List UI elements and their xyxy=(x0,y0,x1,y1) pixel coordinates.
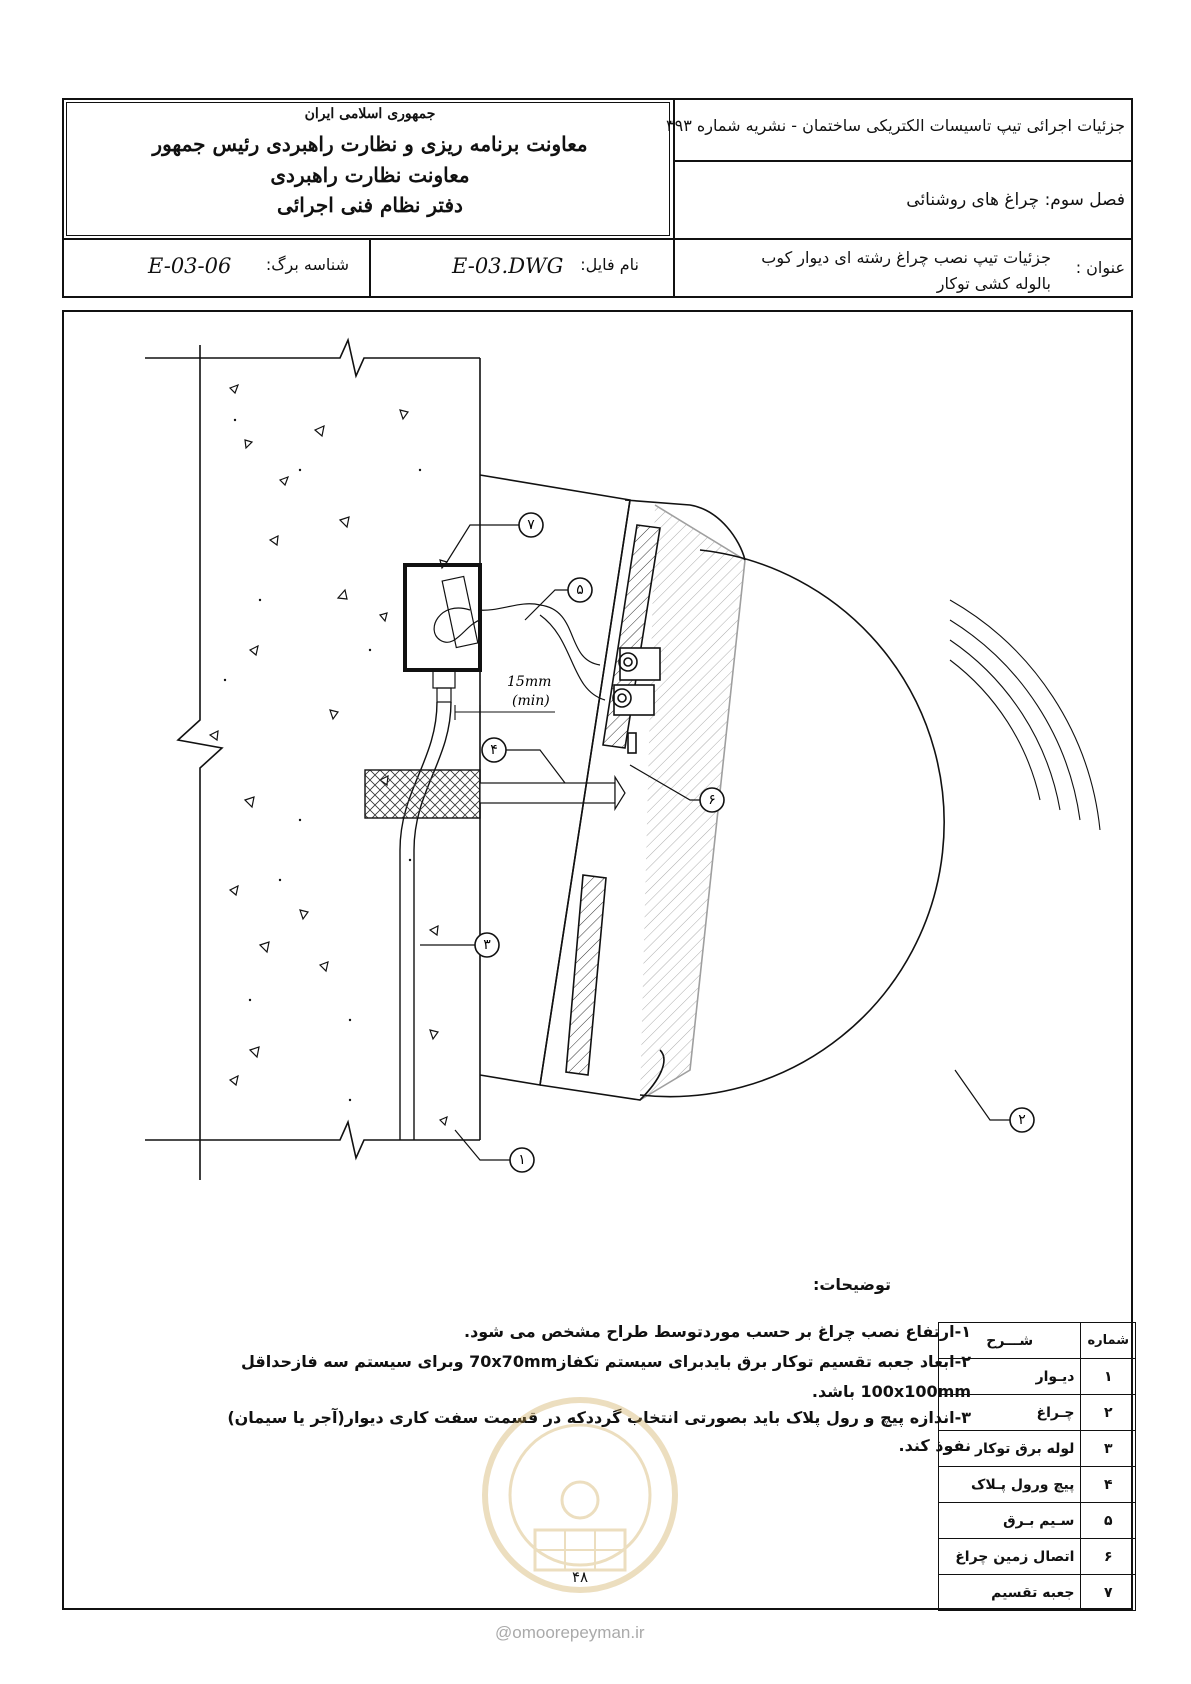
legend-row xyxy=(939,1467,1136,1503)
wall xyxy=(145,340,480,1180)
legend-desc: اتصال زمین چراغ xyxy=(939,1539,1081,1575)
callout-7-label: ۷ xyxy=(527,517,535,533)
title-line-1: جزئیات تیپ نصب چراغ رشته ای دیوار کوب xyxy=(761,248,1051,267)
note-3b: نفوذ کند. xyxy=(898,1436,971,1455)
org-line-3: معاونت نظارت راهبردی xyxy=(270,163,470,187)
conduit xyxy=(400,702,451,1140)
legend-col-number: شماره xyxy=(1081,1323,1136,1359)
dimension-value: 15mm xyxy=(507,674,552,690)
publication-title: جزئیات اجرائی تیپ تاسیسات الکتریکی ساختمان - نشریه شماره ۳۹۳ xyxy=(666,116,1125,135)
legend-row xyxy=(939,1431,1136,1467)
legend-num: ۲ xyxy=(1081,1395,1136,1431)
notes-heading: توضیحات: xyxy=(812,1275,891,1294)
legend-num: ۴ xyxy=(1081,1467,1136,1503)
callout-1-label: ۱ xyxy=(518,1152,526,1168)
concrete-dots xyxy=(224,419,421,1101)
org-line-1: جمهوری اسلامی ایران xyxy=(304,106,436,122)
callout-5-label: ۵ xyxy=(576,582,584,598)
sheet-label: شناسه برگ: xyxy=(265,255,349,274)
legend-num: ۶ xyxy=(1081,1539,1136,1575)
note-2a: ۲-ابعاد جعبه تقسیم توکار برق بایدبرای سیستم تکفاز70x70mm وبرای سیستم سه فازحداقل xyxy=(240,1352,971,1371)
legend-num: ۷ xyxy=(1081,1575,1136,1611)
page-number: ۴۸ xyxy=(572,1568,589,1586)
watermark-url: @omoorepeyman.ir xyxy=(495,1623,645,1642)
title-label: عنوان : xyxy=(1075,258,1125,277)
legend-desc: دیـوار xyxy=(939,1359,1081,1395)
callout-2-label: ۲ xyxy=(1018,1112,1026,1128)
legend-row xyxy=(939,1539,1136,1575)
chapter-title: فصل سوم: چراغ های روشنائی xyxy=(906,190,1125,210)
file-label: نام فایل: xyxy=(580,255,639,274)
callout-circles xyxy=(475,513,1034,1172)
legend-desc: لوله برق توکار xyxy=(939,1431,1081,1467)
legend-desc: چـراغ xyxy=(939,1395,1081,1431)
callout-3-label: ۳ xyxy=(483,937,491,953)
org-line-2: معاونت برنامه ریزی و نظارت راهبردی رئیس جمهور xyxy=(152,132,588,156)
title-line-2: بالوله کشی توکار xyxy=(936,274,1051,293)
note-3a: ۳-اندازه پیچ و رول پلاک باید بصورتی انتخاب گرددکه در قسمت سفت کاری دیوار(آجر یا سیمان) xyxy=(227,1408,971,1427)
org-line-4: دفتر نظام فنی اجرائی xyxy=(277,193,463,217)
legend-num: ۵ xyxy=(1081,1503,1136,1539)
legend-desc: سـیم بـرق xyxy=(939,1503,1081,1539)
legend-row xyxy=(939,1503,1136,1539)
legend-row xyxy=(939,1575,1136,1611)
legend-header-row xyxy=(939,1323,1136,1359)
wall-plug xyxy=(365,770,625,818)
concrete-aggregates xyxy=(210,385,447,1125)
callout-6-label: ۶ xyxy=(708,792,716,808)
dimension-note: (min) xyxy=(512,693,550,709)
legend-desc: پیچ ورول پـلاک xyxy=(939,1467,1081,1503)
legend-num: ۳ xyxy=(1081,1431,1136,1467)
callout-4-label: ۴ xyxy=(490,742,498,758)
file-value: E-03.DWG xyxy=(452,254,564,278)
sheet-value: E-03-06 xyxy=(148,254,232,278)
legend-col-desc: شـــرح xyxy=(939,1323,1081,1359)
note-2b: 100x100mm باشد. xyxy=(811,1382,971,1401)
legend-desc: جعبه تقسیم xyxy=(939,1575,1081,1611)
legend-num: ۱ xyxy=(1081,1359,1136,1395)
note-1: ۱-ارتفاع نصب چراغ بر حسب موردتوسط طراح مشخص می شود. xyxy=(463,1322,971,1341)
legend-row xyxy=(939,1395,1136,1431)
legend-row xyxy=(939,1359,1136,1395)
legend-table xyxy=(938,1322,1136,1611)
